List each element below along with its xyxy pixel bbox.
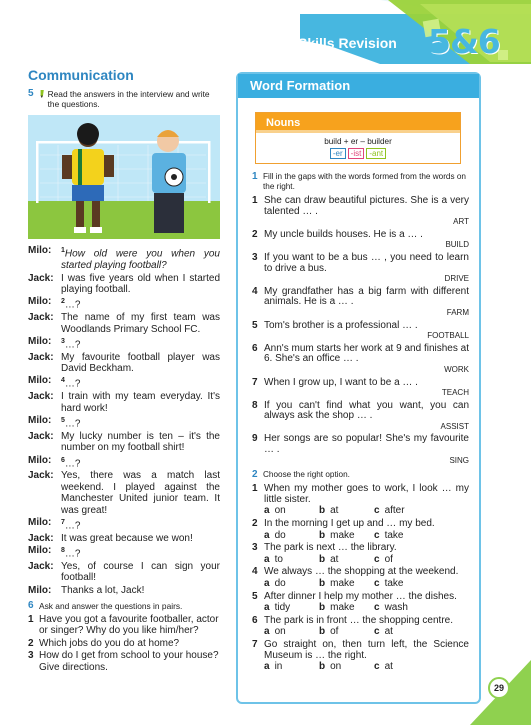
item-number: 7 <box>252 376 258 388</box>
line-text <box>61 375 220 390</box>
option-b <box>319 627 374 638</box>
item-number: 3 <box>28 650 34 662</box>
task-6-questions <box>28 614 220 673</box>
item-text: When my mother goes to work, I look … my little sister. <box>264 483 469 505</box>
task-text: Ask and answer the questions in pairs. <box>39 601 183 611</box>
exercise-item <box>252 567 469 578</box>
option-letter: a <box>264 505 270 517</box>
item-number: 2 <box>28 637 34 649</box>
option-a <box>264 506 319 517</box>
item-number: 8 <box>252 399 258 411</box>
option-a <box>264 531 319 542</box>
instruction-text: Choose the right option. <box>263 470 350 480</box>
speaker: Jack: <box>28 430 54 442</box>
exercise-item <box>252 519 469 530</box>
keyword: ART <box>453 217 469 227</box>
option-c <box>374 662 429 673</box>
item-text: My uncle builds houses. He is a … . <box>264 228 423 240</box>
speaker: Jack: <box>28 560 54 572</box>
dialogue-line <box>28 431 220 454</box>
option-b <box>319 506 374 517</box>
option-text: do <box>274 578 286 589</box>
answer-options <box>264 662 469 673</box>
dialogue-line <box>28 375 220 390</box>
item-text: We always … the shopping at the weekend. <box>264 566 459 578</box>
line-text <box>61 533 220 544</box>
item-number: 6 <box>252 342 258 354</box>
option-letter: c <box>374 661 380 673</box>
option-text: in <box>274 661 283 673</box>
item-number: 2 <box>252 518 258 530</box>
line-text <box>61 273 220 296</box>
option-letter: c <box>374 578 380 589</box>
answer-options <box>264 603 469 614</box>
task-text: Read the answers in the interview and write the questions. <box>47 89 210 110</box>
dialogue-line <box>28 561 220 584</box>
dialogue-line <box>28 391 220 414</box>
line-text <box>61 517 220 532</box>
item-text: If you want to be a bus … , you need to learn to drive a bus. <box>264 251 469 274</box>
speaker: Jack: <box>28 351 54 363</box>
option-letter: b <box>319 626 326 638</box>
exercise-item <box>252 230 469 251</box>
speaker: Milo: <box>28 584 52 596</box>
dialogue-line <box>28 336 220 351</box>
exercise-item <box>252 616 469 627</box>
keyword: BUILD <box>445 240 469 250</box>
item-number: 3 <box>252 542 258 554</box>
item-number: 2 <box>252 228 258 240</box>
communication-column <box>28 67 220 674</box>
option-text: of <box>330 626 339 638</box>
option-a <box>264 662 319 673</box>
nouns-title: Nouns <box>256 113 460 133</box>
option-text: at <box>330 553 339 565</box>
line-content: …? <box>64 299 81 311</box>
item-body <box>264 344 469 376</box>
speaker: Jack: <box>28 312 54 324</box>
item-body <box>264 230 469 251</box>
line-text <box>61 245 220 271</box>
option-letter: b <box>319 553 326 565</box>
item-body <box>264 434 469 466</box>
option-text: on <box>330 661 342 673</box>
option-letter: a <box>264 661 270 673</box>
answer-options <box>264 579 469 590</box>
suffix-label: -er <box>330 148 346 159</box>
line-content: It was great because we won! <box>61 532 193 544</box>
item-text: Which jobs do you do at home? <box>39 637 180 649</box>
exercise-1-items <box>252 196 469 466</box>
exercise-number: 1 <box>252 171 258 182</box>
question-number: 4 <box>61 377 65 385</box>
exercise-item <box>252 543 469 554</box>
task-number: 6 <box>28 600 34 611</box>
speaker: Milo: <box>28 245 52 257</box>
dialogue-line <box>28 415 220 430</box>
keyword: FARM <box>446 307 469 317</box>
dialogue-line <box>28 312 220 335</box>
word-formation-panel <box>236 72 481 704</box>
item-number: 4 <box>252 566 258 578</box>
speaker: Milo: <box>28 545 52 557</box>
answer-options <box>264 531 469 542</box>
football-illustration <box>28 115 220 239</box>
dialogue-line <box>28 273 220 296</box>
option-text: make <box>330 578 355 589</box>
speaker: Jack: <box>28 272 54 284</box>
option-letter: c <box>374 602 380 614</box>
communication-title: Communication <box>28 67 134 83</box>
option-text: to <box>274 553 283 565</box>
option-text: take <box>384 578 404 589</box>
option-a <box>264 603 319 614</box>
option-a <box>264 627 319 638</box>
keyword: FOOTBALL <box>427 331 469 341</box>
exercise-1-instruction <box>252 172 469 192</box>
suffix-list <box>256 146 460 159</box>
question-number: 2 <box>61 298 65 306</box>
line-text <box>61 336 220 351</box>
item-text: Her songs are so popular! She's my favourite … . <box>264 433 469 456</box>
option-letter: b <box>319 529 326 541</box>
item-text: My grandfather has a big farm with different animals. He is a … . <box>264 285 469 308</box>
exercise-item <box>252 287 469 319</box>
speaker: Milo: <box>28 296 52 308</box>
option-text: on <box>274 626 286 638</box>
task-5-instruction <box>28 89 220 109</box>
option-text: make <box>330 602 355 614</box>
item-text: After dinner I help my mother … the dishes. <box>264 590 457 602</box>
option-b <box>319 531 374 542</box>
line-text <box>61 545 220 560</box>
option-c <box>374 627 429 638</box>
line-text <box>61 585 220 596</box>
item-number: 1 <box>252 483 258 495</box>
line-content: The name of my first team was Woodlands Primary School FC. <box>61 312 220 335</box>
suffix-label: -ant <box>366 148 386 159</box>
item-body <box>264 378 469 399</box>
dialogue-line <box>28 455 220 470</box>
question-number: 5 <box>61 417 65 424</box>
task-6-instruction <box>28 601 220 611</box>
exercises <box>238 164 479 673</box>
speaker: Milo: <box>28 375 52 387</box>
exercise-item <box>252 640 469 661</box>
exercise-item <box>252 592 469 603</box>
option-text: make <box>330 529 355 541</box>
speaker: Milo: <box>28 454 52 466</box>
item-number: 4 <box>252 285 258 297</box>
option-text: wash <box>384 602 408 614</box>
dialogue-line <box>28 545 220 560</box>
keyword: ASSIST <box>440 421 469 431</box>
question-number: 3 <box>61 337 65 345</box>
line-content: Yes, there was a match last weekend. I played against the Manchester United junior team. It was great! <box>61 470 220 516</box>
line-text <box>61 561 220 584</box>
item-text: Have you got a favourite footballer, actor or singer? Why do you like him/her? <box>39 614 219 637</box>
exercise-item <box>252 434 469 466</box>
option-b <box>319 555 374 566</box>
example-question: How old were you when you started playing football? <box>61 248 220 272</box>
dialogue-line <box>28 585 220 596</box>
option-a <box>264 579 319 590</box>
exercise-item <box>252 401 469 433</box>
option-letter: c <box>374 626 380 638</box>
exercise-item <box>252 344 469 376</box>
question-item <box>28 638 220 649</box>
speaker: Jack: <box>28 532 54 544</box>
option-letter: b <box>319 505 326 517</box>
item-text: In the morning I get up and … my bed. <box>264 518 435 530</box>
dialogue-line <box>28 245 220 271</box>
line-content: …? <box>64 339 81 351</box>
dialogue-line <box>28 470 220 516</box>
answer-options <box>264 555 469 566</box>
item-number: 5 <box>252 319 258 331</box>
item-text: The park is in front … the shopping centre. <box>264 614 453 626</box>
line-content: …? <box>64 378 81 390</box>
option-c <box>374 506 429 517</box>
option-text: at <box>384 626 393 638</box>
dialogue-line <box>28 533 220 544</box>
option-c <box>374 603 429 614</box>
option-b <box>319 579 374 590</box>
instruction-text: Fill in the gaps with the words formed from the words on the right. <box>263 172 466 191</box>
option-letter: a <box>264 529 270 541</box>
item-body <box>264 401 469 433</box>
line-content: My lucky number is ten – it's the number on my football shirt! <box>61 430 220 454</box>
speaker: Milo: <box>28 516 52 528</box>
line-text <box>61 312 220 335</box>
line-text <box>61 470 220 516</box>
item-text: Ann's mum starts her work at 9 and finishes at 6. She's an office … . <box>264 342 469 365</box>
option-text: at <box>384 661 393 673</box>
option-text: tidy <box>274 602 291 614</box>
option-letter: b <box>319 578 326 589</box>
item-number: 6 <box>252 614 258 626</box>
line-content: …? <box>64 457 81 469</box>
item-text: How do I get from school to your house? Give directions. <box>39 650 219 673</box>
item-body <box>264 253 469 285</box>
exercise-item <box>252 321 469 342</box>
header-title: Skills Revision <box>298 35 397 51</box>
interview-dialogue <box>28 245 220 596</box>
suffix-label: -ist <box>348 148 365 159</box>
option-letter: a <box>264 578 270 589</box>
line-text <box>61 391 220 414</box>
exercise-number: 2 <box>252 469 258 481</box>
line-text <box>61 455 220 470</box>
line-content: Yes, of course I can sign your football! <box>61 560 220 584</box>
question-number: 8 <box>61 547 65 555</box>
exercise-item <box>252 484 469 505</box>
speaker: Milo: <box>28 415 52 426</box>
option-text: after <box>384 505 405 517</box>
item-text: She can draw beautiful pictures. She is a very talented … . <box>264 195 469 217</box>
option-a <box>264 555 319 566</box>
option-letter: b <box>319 661 326 673</box>
item-number: 9 <box>252 433 258 445</box>
option-letter: c <box>374 529 380 541</box>
item-text: If you can't find what you want, you can always ask the shop … . <box>264 399 469 422</box>
answer-options <box>264 506 469 517</box>
item-number: 1 <box>28 614 34 625</box>
option-c <box>374 531 429 542</box>
item-text: When I grow up, I want to be a … . <box>264 376 418 388</box>
option-text: on <box>274 505 286 517</box>
unit-number: 5&6 <box>428 22 500 61</box>
item-text: The park is next … the library. <box>264 542 397 554</box>
keyword: TEACH <box>441 388 469 398</box>
item-number: 3 <box>252 251 258 263</box>
page-number: 29 <box>488 677 510 699</box>
keyword: DRIVE <box>444 274 469 284</box>
dialogue-line <box>28 517 220 532</box>
option-text: at <box>330 505 339 517</box>
line-text <box>61 352 220 375</box>
item-text: Tom's brother is a professional … . <box>264 319 418 331</box>
speaker: Jack: <box>28 470 54 482</box>
exercise-item <box>252 253 469 285</box>
option-b <box>319 603 374 614</box>
line-content: …? <box>64 548 81 560</box>
exercise-2-instruction <box>252 470 469 480</box>
question-number: 7 <box>61 518 65 526</box>
nouns-example: build + er – builder <box>324 137 392 146</box>
line-text <box>61 296 220 311</box>
item-body <box>264 196 469 228</box>
option-text: take <box>384 529 404 541</box>
option-letter: b <box>319 602 326 614</box>
question-item <box>28 614 220 637</box>
exercise-2-items <box>252 484 469 673</box>
nouns-body <box>256 133 460 163</box>
nouns-box <box>255 112 461 164</box>
option-text: of <box>384 553 393 565</box>
option-b <box>319 662 374 673</box>
option-letter: a <box>264 602 270 614</box>
speaker: Jack: <box>28 391 54 403</box>
dialogue-line <box>28 352 220 375</box>
answer-options <box>264 627 469 638</box>
word-formation-title: Word Formation <box>238 74 479 98</box>
option-letter: a <box>264 626 270 638</box>
option-c <box>374 579 429 590</box>
item-body <box>264 321 469 342</box>
option-letter: c <box>374 505 380 517</box>
line-content: I was five years old when I started playing football. <box>61 272 220 295</box>
speaker: Milo: <box>28 335 52 347</box>
keyword: SING <box>449 455 469 465</box>
question-item <box>28 650 220 673</box>
option-c <box>374 555 429 566</box>
option-text: do <box>274 529 286 541</box>
line-text <box>61 431 220 454</box>
line-content: I train with my team everyday. It's hard work! <box>61 391 220 414</box>
item-number: 1 <box>252 195 258 206</box>
line-text <box>61 415 220 430</box>
exercise-item <box>252 196 469 228</box>
header-band <box>0 0 531 64</box>
item-text: Go straight on, then turn left, the Science Museum is … the right. <box>264 638 469 661</box>
dialogue-line <box>28 296 220 311</box>
item-body <box>264 287 469 319</box>
line-content: Thanks a lot, Jack! <box>61 584 145 596</box>
line-content: My favourite football player was David Beckham. <box>61 351 220 375</box>
exercise-item <box>252 378 469 399</box>
pencil-icon <box>39 89 45 99</box>
line-content: …? <box>64 418 81 430</box>
item-number: 5 <box>252 590 258 602</box>
line-content: …? <box>64 520 81 532</box>
keyword: WORK <box>444 364 469 374</box>
question-number: 6 <box>61 456 65 464</box>
option-letter: c <box>374 553 380 565</box>
option-letter: a <box>264 553 270 565</box>
item-number: 7 <box>252 638 258 650</box>
question-number: 1 <box>61 247 65 255</box>
task-number: 5 <box>28 88 34 100</box>
